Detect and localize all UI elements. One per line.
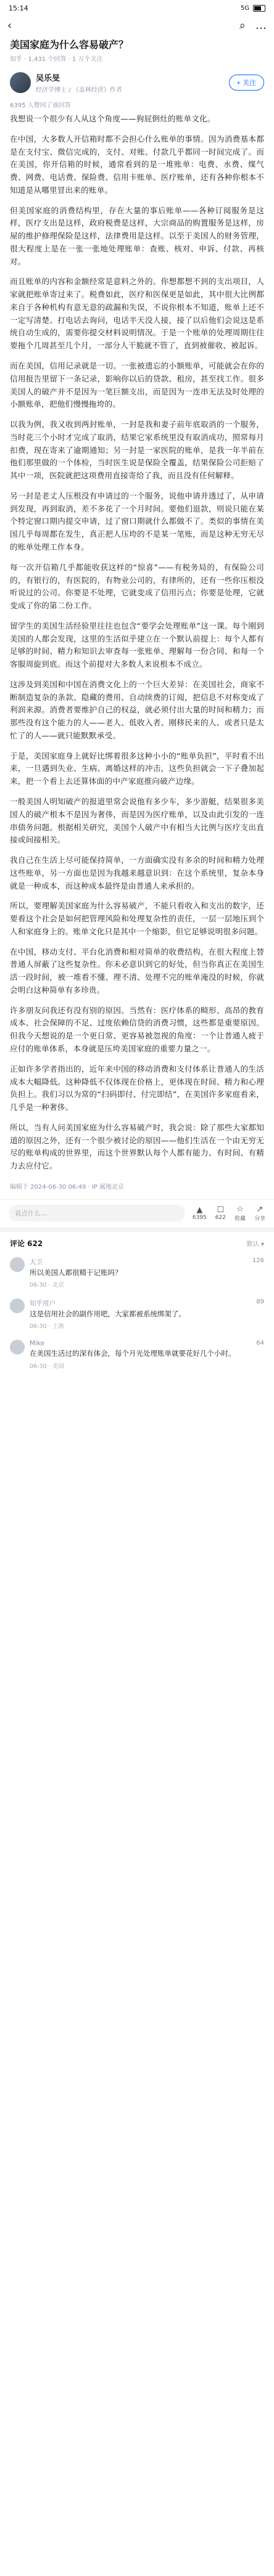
paragraph: 在中国，移动支付、平台化消费和相对简单的收费结构，在很大程度上替普通人屏蔽了这些复杂性。你未必意识到它的好处，但当你真正在美国生活一段时间，被一堆看不懂、理不清、处理不完的账单淹没的时候，你就会明白这种简单有多珍贵。 xyxy=(10,947,264,995)
paragraph: 许多朋友问我还有没有别的原因。当然有：医疗体系的畸形、高昂的教育成本、社会保障的不足、过度依赖信贷的消费习惯，这些都是重要原因。但我今天想说的是一个更日常、更容易被忽视的角度：一个让普通人疲于应付的账单体系，本身就是压垮美国家庭的重要力量之一。 xyxy=(10,1005,264,1053)
answer-content xyxy=(0,113,274,1173)
avatar[interactable] xyxy=(10,1340,25,1355)
comment-user[interactable]: 大卫 xyxy=(30,1258,43,1266)
author-desc: 经济学博士 / 《盖林经济》作者 xyxy=(36,87,122,94)
search-icon[interactable]: ⌕ xyxy=(239,18,246,32)
upvote-stats: 6395 人赞同了该回答 xyxy=(10,102,71,109)
share-icon: ↗ xyxy=(256,1204,264,1214)
comment-meta: 06-30 · 北京 xyxy=(30,1282,64,1289)
paragraph: 以我为例，我又收到两封账单，一封是我和妻子前年底取消的一个服务，当时花三个小时才完成了取消，结果它家系统里没有取消成功，照常每月扣费，现在寄来了逾期通知；另一封是一家医院的账单，是我一年半前在他们那里做的一个体检，当时医生说是保险全覆盖，结果保险公司拒赔了其中一项，医院就把这项费用直接寄给了我，而且没有任何解释。 xyxy=(10,420,264,481)
favorite-label: 收藏 xyxy=(234,1215,246,1222)
comment-body xyxy=(30,1257,247,1289)
comment-item[interactable] xyxy=(0,1335,274,1374)
author-name[interactable]: 吴乐旻 xyxy=(36,74,60,83)
comment-like-count[interactable]: 64 xyxy=(256,1340,264,1347)
follow-button[interactable]: + 关注 xyxy=(229,75,264,91)
share-label: 分享 xyxy=(254,1215,265,1222)
comment-text: 所以美国人都很精于记账吗？ xyxy=(30,1268,122,1277)
author-card xyxy=(0,68,274,97)
author-text xyxy=(36,71,122,94)
paragraph: 但美国家庭的消费结构里，存在大量的事后账单——各种订阅服务是这样，医疗支出是这样，政府税费是这样，大宗商品的购置服务是这样，房屋的维护修理保险是这样，法律费用是这样。以至于美国人的财务管理，很大程度上是在一张一张地处理账单：查账、核对、申诉、付款、再核对。 xyxy=(10,205,264,266)
avatar[interactable] xyxy=(10,72,31,93)
edit-timestamp: 编辑于 2024-06-30 06:49 · IP 属地北京 xyxy=(10,1183,124,1191)
nav-actions xyxy=(239,19,267,32)
paragraph: 留学生的美国生活经验里往往也包含“要学会处理账单”这一课。每个刚到美国的人都会发现，这里的生活似乎建立在一个默认前提上：每个人都有足够的时间、精力和知识去审查每一张账单、理解每一份合同、和每一个客服周旋到底。而这个前提对大多数人来说根本不成立。 xyxy=(10,621,264,669)
comment-body xyxy=(30,1340,251,1369)
bar-actions xyxy=(193,1205,265,1222)
paragraph: 所以，当有人问美国家庭为什么容易破产时，我会说：除了那些大家都知道的原因之外，还有一个很少被讨论的原因——他们生活在一个由无穷无尽的账单构成的世界里，而这个世界默认每个人都有能力、有时间、有精力去应付它。 xyxy=(10,1122,264,1171)
comment-user[interactable]: 知乎用户 xyxy=(30,1300,56,1308)
paragraph: 于是，美国家庭身上就好比绑着很多这种小小的“账单负担”，平时看不出来，一旦遇到失业、生病、离婚这样的冲击，这些负担就会一下子叠加起来，把一个看上去还算体面的中产家庭推向破产边缘。 xyxy=(10,751,264,786)
battery-icon xyxy=(253,5,265,12)
question-meta[interactable]: 知乎 · 1,431 个回答 · 1 万个关注 xyxy=(10,56,103,63)
comment-item[interactable] xyxy=(0,1252,274,1294)
paragraph: 每一次开信箱几乎都能收获这样的“惊喜”——有税务局的，有保险公司的，有银行的，有医院的，有物业公司的，有律所的，还有一些你压根没听说过的公司。你要是不处理，它就变成了信用污点；你要是处理，它就变成了你的第二份工作。 xyxy=(10,562,264,611)
paragraph: 这涉及到美国和中国在消费文化上的一个巨大差异：在美国社会，商家不断制造复杂的条款、隐藏的费用、自动续费的订阅，把信息不对称变成了利润来源。消费者要维护自己的权益，就必须付出大量的时间和精力；而那些没有这个能力的人——老人、低收入者、刚移民来的人、或者只是太忙了的人——就只能默默承受。 xyxy=(10,679,264,740)
avatar[interactable] xyxy=(10,1298,25,1313)
upvote-count: 6395 xyxy=(192,1215,207,1221)
comment-icon: ☐ xyxy=(217,1205,225,1215)
paragraph: 我想说一个很少有人从这个角度——狗屁倒灶的账单文化。 xyxy=(10,114,215,123)
back-icon[interactable]: ‹ xyxy=(7,18,12,32)
comment-button[interactable] xyxy=(215,1205,226,1221)
upvote-button[interactable] xyxy=(193,1205,207,1221)
star-icon: ☆ xyxy=(236,1204,244,1214)
paragraph: 所以，要理解美国家庭为什么容易破产，不能只看收入和支出的数字，还要看这个社会是如何把管理风险和处理复杂性的责任，一层一层地压到个人和家庭身上的。账单文化只是其中一个缩影，但它足够说明很多问题。 xyxy=(10,901,264,936)
author-info[interactable] xyxy=(10,71,122,94)
paragraph: 正如许多学者指出的，近年来中国的移动消费和支付体系让普通人的生活成本大幅降低。这种降低不仅体现在价格上，更体现在时间、精力和心理负担上。我们习以为常的“扫码即付、付完即结”，在美国许多家庭看来，几乎是一种奢侈。 xyxy=(10,1064,264,1112)
comment-item[interactable] xyxy=(0,1294,274,1335)
comments-title: 评论 622 xyxy=(10,1239,43,1248)
comment-like-count[interactable]: 89 xyxy=(256,1298,264,1306)
comment-body xyxy=(30,1298,251,1330)
comment-meta: 06-30 · 上海 xyxy=(30,1323,64,1331)
nav-bar xyxy=(0,16,274,35)
paragraph: 一般美国人明知破产的报道里常会说他有多少车，多少游艇，结果很多美国人的破产根本不是因为奢侈，而是因为医疗账单，以及由此引发的一连串债务问题。根据相关研究，美国个人破产中有相当大比例与医疗支出直接或间接相关。 xyxy=(10,796,264,845)
paragraph: 我自己在生活上尽可能保持简单，一方面确实没有多余的时间和精力处理这些账单，另一方面也是因为我越来越意识到：在这个系统里，复杂本身就是一种成本，而这种成本最终是由普通人来承担的。 xyxy=(10,855,264,891)
comment-meta: 06-30 · 美国 xyxy=(30,1363,64,1370)
comment-input[interactable]: 说点什么… xyxy=(9,1205,185,1221)
paragraph: 在中国，大多数人开信箱时都不会担心什么账单的事情。因为消费基本都是在支付宝、微信完成的，支付、对账、付款几乎都同一时间完成了。而在美国，你开信箱的时候，通常看到的是一堆账单：电费、水费、煤气费、网费、电话费、保险费、信用卡账单、医疗账单，还有各种你根本不知道是从哪里冒出来的账单。 xyxy=(10,134,264,195)
comment-text: 在美国生活过的深有体会，每个月光处理账单就要花好几个小时。 xyxy=(30,1349,236,1358)
paragraph: 而且账单的内容和金额经常是意料之外的。你想都想不到的支出项目，人家就把账单寄过来了。税费如此，医疗和医保更是如此，其中很大比例都来自于各种机构有意无意的疏漏和失误，不说你根本不知道，账单上还不一定写清楚。打电话去询问，电话半天没人接，接了以后他们会说这是系统自动生成的，需要你提交材料说明情况。于是一个账单的处理周期往往要拖个几周甚至几个月，一部分人干脆就不管了，直到被催收、被起诉。 xyxy=(10,277,264,351)
share-button[interactable] xyxy=(254,1205,265,1222)
paragraph: 而在美国，信用记录就是一切。一张被遗忘的小额账单，可能就会在你的信用报告里留下一条记录，影响你以后的贷款、租房，甚至找工作。很多美国人的破产并不是因为一笔巨额支出，而是因为一连串无法及时处理的小额账单，把他们慢慢拖垮的。 xyxy=(10,361,264,409)
more-icon[interactable]: … xyxy=(255,18,267,32)
comment-count: 622 xyxy=(215,1215,226,1221)
signal-icon: 5G xyxy=(240,4,249,12)
paragraph: 另一封是老丈人压根没有申请过的一个服务，说他申请并透过了，从申请到发现，再到取消，差不多花了一个月时间。要他们退款，则说只能在某个特定窗口期内提交申请，过了窗口期就什么都做不了。类似的事情在美国几乎每周都在发生，真正把人压垮的不是某一笔账，而是这种无穷无尽的账单处理工作本身。 xyxy=(10,491,264,552)
comment-user[interactable]: Mike xyxy=(30,1340,45,1348)
favorite-button[interactable] xyxy=(235,1205,246,1222)
avatar[interactable] xyxy=(10,1257,25,1272)
sort-dropdown[interactable]: 默认 ▾ xyxy=(246,1241,264,1248)
status-icons xyxy=(241,5,265,12)
comments-header xyxy=(0,1232,274,1252)
question-title[interactable]: 美国家庭为什么容易破产？ xyxy=(10,39,129,51)
bottom-action-bar xyxy=(0,1199,274,1232)
comment-like-count[interactable]: 126 xyxy=(252,1257,264,1264)
upvote-icon: ▲ xyxy=(196,1205,203,1215)
status-bar xyxy=(0,0,274,16)
comment-text: 这是信用社会的副作用吧，大家都被系统绑架了。 xyxy=(30,1310,186,1319)
status-time: 15:14 xyxy=(9,4,28,12)
